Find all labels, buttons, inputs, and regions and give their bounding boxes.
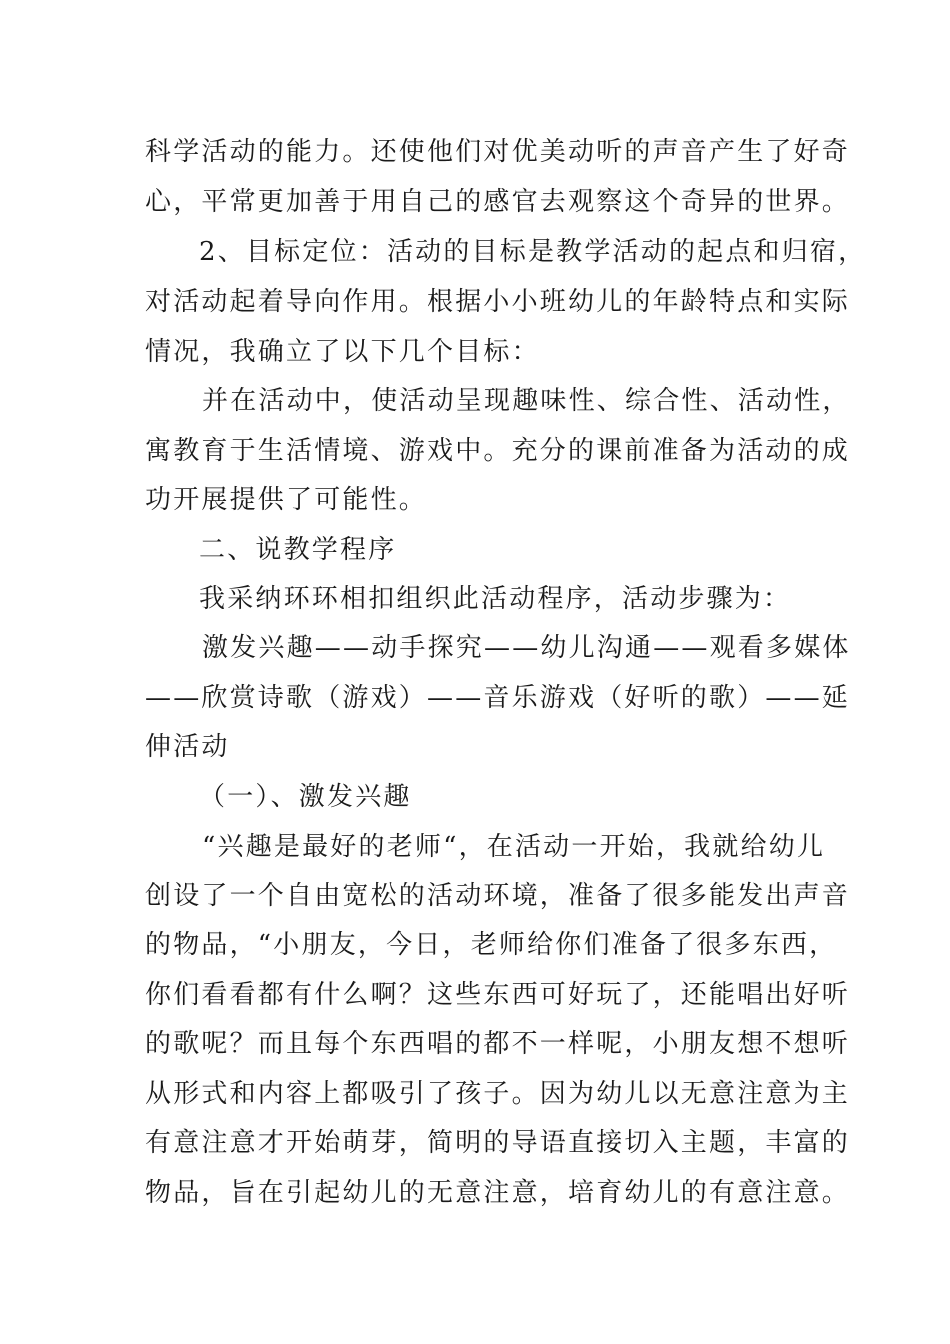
- text-line: 创设了一个自由宽松的活动环境，准备了很多能发出声音: [145, 881, 851, 911]
- text-line: 的歌呢？而且每个东西唱的都不一样呢，小朋友想不想听: [145, 1029, 851, 1059]
- text-line: 情况，我确立了以下几个目标：: [145, 337, 540, 367]
- text-line: 激发兴趣——动手探究——幼儿沟通——观看多媒体: [202, 633, 851, 663]
- text-line: 心，平常更加善于用自己的感官去观察这个奇异的世界。: [145, 187, 851, 217]
- text-line: 2、目标定位：活动的目标是教学活动的起点和归宿，: [199, 237, 867, 267]
- text-line: 寓教育于生活情境、游戏中。充分的课前准备为活动的成: [145, 436, 851, 466]
- text-line: ——欣赏诗歌（游戏）——音乐游戏（好听的歌）——延: [145, 683, 851, 713]
- text-line: 伸活动: [145, 732, 230, 762]
- text-line: 从形式和内容上都吸引了孩子。因为幼儿以无意注意为主: [145, 1079, 851, 1109]
- section-heading: 二、说教学程序: [199, 535, 397, 565]
- text-line: 功开展提供了可能性。: [145, 485, 428, 515]
- text-line: 科学活动的能力。还使他们对优美动听的声音产生了好奇: [145, 137, 851, 167]
- text-line: 对活动起着导向作用。根据小小班幼儿的年龄特点和实际: [145, 287, 851, 317]
- subsection-heading: （一）、激发兴趣: [199, 782, 412, 812]
- text-line: 有意注意才开始萌芽，简明的导语直接切入主题，丰富的: [145, 1128, 851, 1158]
- text-line: 你们看看都有什么啊？这些东西可好玩了，还能唱出好听: [145, 980, 851, 1010]
- text-line: 并在活动中，使活动呈现趣味性、综合性、活动性，: [202, 386, 851, 416]
- text-line: 物品，旨在引起幼儿的无意注意，培育幼儿的有意注意。: [145, 1178, 851, 1208]
- text-line: 我采纳环环相扣组织此活动程序，活动步骤为：: [199, 584, 792, 614]
- text-line: “兴趣是最好的老师“，在活动一开始，我就给幼儿: [202, 832, 826, 862]
- text-line: 的物品，“小朋友，今日，老师给你们准备了很多东西，: [145, 930, 838, 960]
